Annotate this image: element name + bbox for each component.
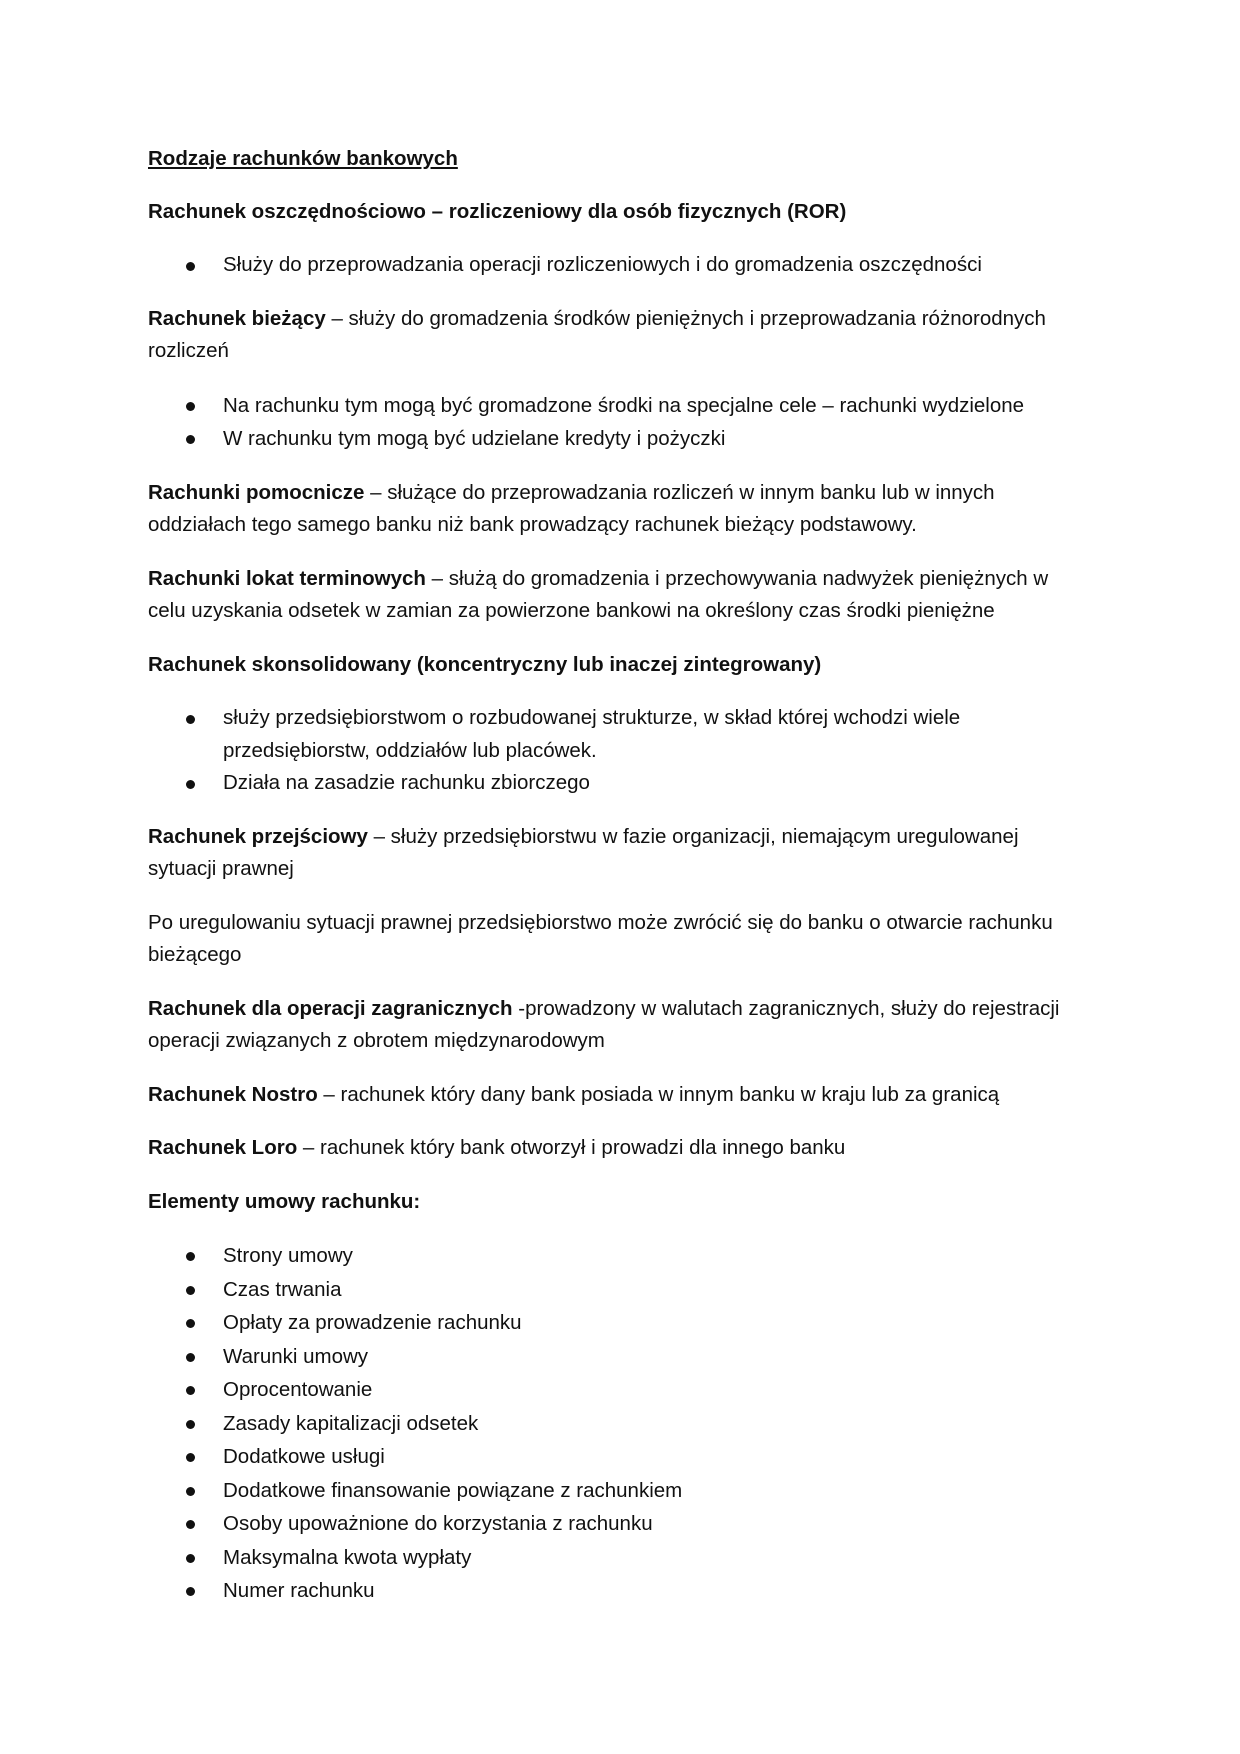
- list-item: [148, 422, 1088, 456]
- skonsolidowany-bullet-list: [148, 702, 1088, 800]
- list-item-text: W rachunku tym mogą być udzielane kredyty i pożyczki: [223, 427, 726, 450]
- zagraniczne-paragraph: [148, 993, 1088, 1058]
- list-item: [148, 1239, 1088, 1273]
- list-item-text: Warunki umowy: [223, 1344, 369, 1368]
- biezacy-bullet-list: [148, 389, 1088, 456]
- pomocnicze-desc: – służące do przeprowadzania rozliczeń w innym banku lub w innych oddziałach tego samego banku niż bank prowadzący rachunek bieżący podstawowy.: [148, 480, 995, 536]
- list-item: [148, 1440, 1088, 1474]
- list-item-text: Zasady kapitalizacji odsetek: [223, 1411, 479, 1435]
- loro-term: Rachunek Loro: [148, 1136, 298, 1159]
- zagraniczne-desc: -prowadzony w walutach zagranicznych, służy do rejestracji operacji związanych z obrotem międzynarodowym: [148, 996, 1060, 1052]
- lokat-paragraph: [148, 563, 1088, 628]
- list-item-text: Czas trwania: [223, 1277, 342, 1301]
- list-item: [148, 767, 1088, 800]
- nostro-desc: – rachunek który dany bank posiada w innym banku w kraju lub za granicą: [317, 1082, 1000, 1106]
- zagraniczne-term: Rachunek dla operacji zagranicznych: [148, 996, 513, 1020]
- list-item: [148, 1373, 1088, 1407]
- lokat-term: Rachunki lokat terminowych: [148, 566, 426, 590]
- biezacy-term: Rachunek bieżący: [148, 306, 326, 330]
- list-item: [148, 1507, 1088, 1541]
- list-item: [148, 702, 1088, 767]
- elementy-bullet-list: [148, 1239, 1088, 1608]
- nostro-term: Rachunek Nostro: [148, 1082, 318, 1106]
- ror-bullet-list: [148, 249, 1088, 282]
- list-item: [148, 1340, 1088, 1374]
- list-item: [148, 1474, 1088, 1508]
- list-item-text: Opłaty za prowadzenie rachunku: [223, 1311, 522, 1334]
- document-page: [148, 143, 1088, 1629]
- list-item-text: Na rachunku tym mogą być gromadzone środki na specjalne cele – rachunki wydzielone: [223, 393, 1025, 417]
- list-item-text: Oprocentowanie: [223, 1378, 373, 1401]
- nostro-paragraph: [148, 1079, 1088, 1112]
- list-item-text: Dodatkowe usługi: [223, 1445, 385, 1468]
- pomocnicze-paragraph: [148, 477, 1088, 542]
- list-item: [148, 1574, 1088, 1608]
- list-item: [148, 1273, 1088, 1307]
- pomocnicze-term: Rachunki pomocnicze: [148, 480, 365, 504]
- list-item-text: Numer rachunku: [223, 1579, 375, 1602]
- list-item-text: Działa na zasadzie rachunku zbiorczego: [223, 771, 590, 794]
- document-title: Rodzaje rachunków bankowych: [148, 147, 458, 170]
- list-item: [148, 1541, 1088, 1575]
- loro-desc: – rachunek który bank otworzył i prowadzi dla innego banku: [297, 1136, 846, 1159]
- list-item: [148, 249, 1088, 282]
- biezacy-desc: – służy do gromadzenia środków pieniężnych i przeprowadzania różnorodnych rozliczeń: [148, 306, 1046, 362]
- list-item-text: Strony umowy: [223, 1244, 353, 1267]
- biezacy-paragraph: [148, 303, 1088, 368]
- przejsciowy-desc: – służy przedsiębiorstwu w fazie organizacji, niemającym uregulowanej sytuacji prawnej: [148, 824, 1019, 880]
- przejsciowy-paragraph: [148, 821, 1088, 886]
- skonsolidowany-heading: Rachunek skonsolidowany (koncentryczny lub inaczej zintegrowany): [148, 652, 822, 676]
- list-item-text: Osoby upoważnione do korzystania z rachunku: [223, 1512, 653, 1535]
- list-item-text: Dodatkowe finansowanie powiązane z rachunkiem: [223, 1478, 683, 1502]
- list-item: [148, 389, 1088, 423]
- ror-heading: Rachunek oszczędnościowo – rozliczeniowy dla osób fizycznych (ROR): [148, 199, 847, 223]
- list-item: [148, 1306, 1088, 1340]
- lokat-desc: – służą do gromadzenia i przechowywania nadwyżek pieniężnych w celu uzyskania odsetek w zamian za powierzone bankowi na określony czas środki pieniężne: [148, 566, 1049, 622]
- list-item: [148, 1407, 1088, 1441]
- list-item-text: Służy do przeprowadzania operacji rozliczeniowych i do gromadzenia oszczędności: [223, 253, 982, 276]
- loro-paragraph: [148, 1132, 1088, 1165]
- elementy-heading: Elementy umowy rachunku:: [148, 1189, 421, 1213]
- list-item-text: Maksymalna kwota wypłaty: [223, 1545, 472, 1569]
- przejsciowy-term: Rachunek przejściowy: [148, 824, 368, 848]
- list-item-text: służy przedsiębiorstwom o rozbudowanej strukturze, w skład której wchodzi wiele przedsiębiorstw, oddziałów lub placówek.: [223, 706, 961, 762]
- przejsciowy-note: Po uregulowaniu sytuacji prawnej przedsiębiorstwo może zwrócić się do banku o otwarcie rachunku bieżącego: [148, 910, 1053, 966]
